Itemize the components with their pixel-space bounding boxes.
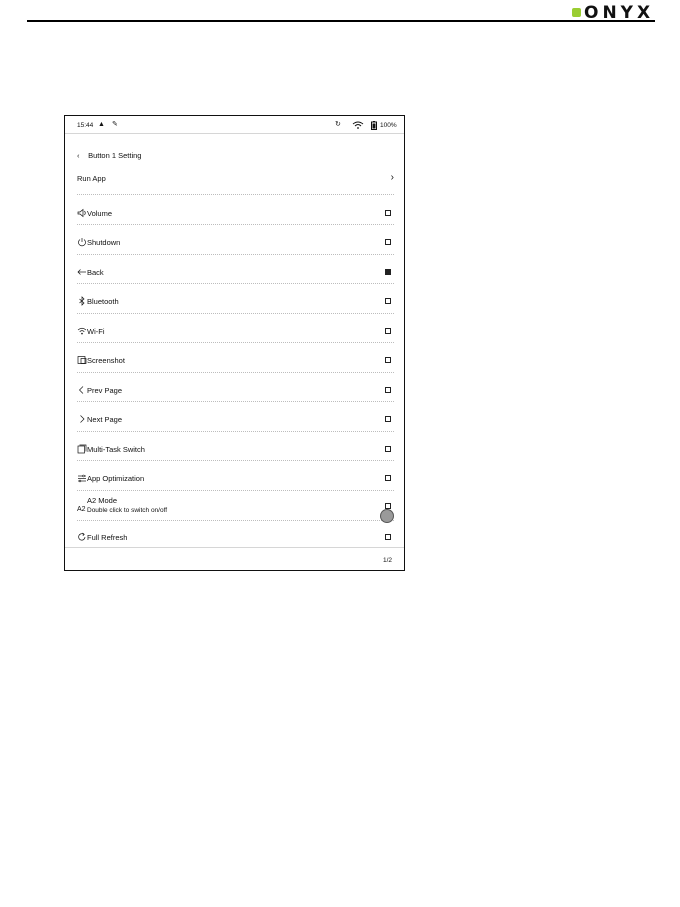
chevron-right-icon[interactable]: › — [390, 172, 394, 183]
row-divider — [77, 401, 394, 402]
a2-icon: A2 — [77, 506, 86, 513]
option-wifi[interactable] — [77, 316, 394, 344]
option-shutdown[interactable] — [77, 227, 394, 255]
option-full-refresh[interactable] — [77, 522, 394, 550]
bluetooth-icon — [77, 296, 87, 306]
sliders-icon — [77, 473, 87, 483]
floating-action-button[interactable] — [380, 509, 394, 523]
option-checkbox[interactable] — [385, 387, 391, 393]
multitask-icon — [77, 444, 87, 454]
chevron-left-icon[interactable]: ‹ — [77, 151, 80, 160]
row-divider — [77, 194, 394, 195]
row-divider — [77, 520, 394, 521]
option-multi-task-switch[interactable] — [77, 434, 394, 462]
chevron-left-icon — [77, 385, 87, 395]
refresh-icon — [77, 532, 87, 542]
row-divider — [77, 431, 394, 432]
battery-icon — [371, 121, 377, 133]
battery-percent: 100% — [380, 122, 397, 129]
option-label: Screenshot — [87, 356, 125, 365]
option-label: Full Refresh — [87, 533, 128, 542]
option-checkbox[interactable] — [385, 357, 391, 363]
status-divider — [65, 133, 404, 134]
option-volume[interactable] — [77, 198, 394, 226]
option-checkbox[interactable] — [385, 210, 391, 216]
option-checkbox[interactable] — [385, 446, 391, 452]
arrow-left-icon — [77, 267, 87, 277]
onyx-logo-text: ONYX — [584, 3, 655, 23]
back-header[interactable] — [77, 150, 141, 162]
option-back[interactable] — [77, 257, 394, 285]
onyx-logo-mark — [572, 8, 581, 17]
screenshot-icon — [77, 355, 87, 365]
row-divider — [77, 342, 394, 343]
pen-icon: ✎ — [112, 121, 118, 128]
row-divider — [77, 254, 394, 255]
option-bluetooth[interactable] — [77, 286, 394, 314]
option-label: Volume — [87, 209, 113, 218]
wifi-icon — [77, 326, 87, 336]
page-indicator[interactable]: 1/2 — [382, 557, 392, 564]
option-checkbox[interactable] — [385, 328, 391, 334]
option-label: Multi-Task Switch — [87, 445, 145, 454]
bottom-divider — [65, 547, 404, 548]
option-checkbox-checked[interactable] — [385, 269, 391, 275]
option-label: Prev Page — [87, 386, 123, 395]
option-label: Back — [87, 268, 104, 277]
row-divider — [77, 372, 394, 373]
run-app-label: Run App — [77, 174, 106, 183]
warning-icon: ▲ — [98, 121, 105, 128]
row-divider — [77, 313, 394, 314]
option-label: Wi-Fi — [87, 327, 105, 336]
option-checkbox[interactable] — [385, 298, 391, 304]
option-app-optimization[interactable] — [77, 463, 394, 491]
option-label: App Optimization — [87, 474, 145, 483]
sync-icon: ↻ — [335, 121, 341, 128]
option-sublabel: Double click to switch on/off — [87, 507, 168, 514]
row-divider — [77, 224, 394, 225]
page-title: Button 1 Setting — [88, 151, 142, 160]
option-a2-mode[interactable] — [77, 492, 394, 522]
chevron-right-icon — [77, 414, 87, 424]
status-time: 15:44 — [77, 122, 94, 129]
row-divider — [77, 460, 394, 461]
option-label: A2 Mode — [87, 496, 118, 505]
option-checkbox[interactable] — [385, 534, 391, 540]
power-icon — [77, 237, 87, 247]
option-label: Shutdown — [87, 238, 121, 247]
option-screenshot[interactable] — [77, 345, 394, 373]
onyx-logo — [570, 4, 655, 22]
option-checkbox[interactable] — [385, 239, 391, 245]
option-checkbox[interactable] — [385, 475, 391, 481]
option-checkbox[interactable] — [385, 416, 391, 422]
status-bar — [65, 116, 404, 134]
wifi-status-icon — [352, 121, 364, 132]
option-next-page[interactable] — [77, 404, 394, 432]
device-screen — [64, 115, 405, 571]
option-label: Bluetooth — [87, 297, 119, 306]
row-divider — [77, 490, 394, 491]
option-prev-page[interactable] — [77, 375, 394, 403]
document-header-rule — [27, 20, 655, 22]
row-divider — [77, 283, 394, 284]
option-label: Next Page — [87, 415, 123, 424]
volume-icon — [77, 208, 87, 218]
